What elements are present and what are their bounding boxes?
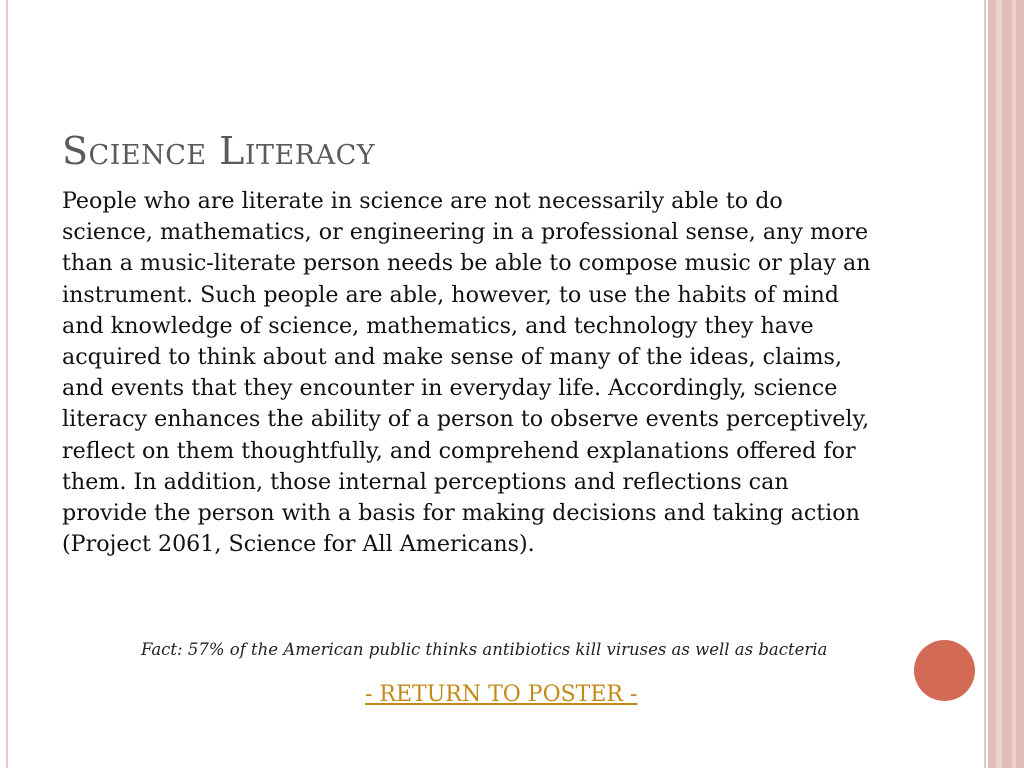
right-band-stripe — [996, 0, 1002, 768]
decorative-circle-icon — [914, 640, 975, 701]
return-to-poster-link[interactable]: - RETURN TO POSTER - — [365, 682, 638, 707]
right-band-stripe-outer — [1012, 0, 1016, 768]
left-border-line — [6, 0, 8, 768]
slide-body-text: People who are literate in science are not necessarily able to do science, mathematics, or engineering in a professional sense, any more than a music-literate person needs be able to compose music or play an instrument. Such people are able, however, to use the habits of mind and knowledge of science, mathematics, and technology they have acquired to think about and make sense of many of the ideas, claims, and events that they encounter in everyday life. Accordingly, science literacy enhances the ability of a person to observe events perceptively, reflect on them thoughtfully, and comprehend explanations offered for them. In addition, those internal perceptions and reflections can provide the person with a basis for making decisions and taking action (Project 2061, Science for All Americans). — [62, 188, 871, 558]
right-border-line — [984, 0, 986, 768]
right-decorative-band — [988, 0, 1024, 768]
fact-caption: Fact: 57% of the American public thinks antibiotics kill viruses as well as bacteria — [141, 640, 828, 659]
slide-title: Science Literacy — [62, 129, 376, 174]
